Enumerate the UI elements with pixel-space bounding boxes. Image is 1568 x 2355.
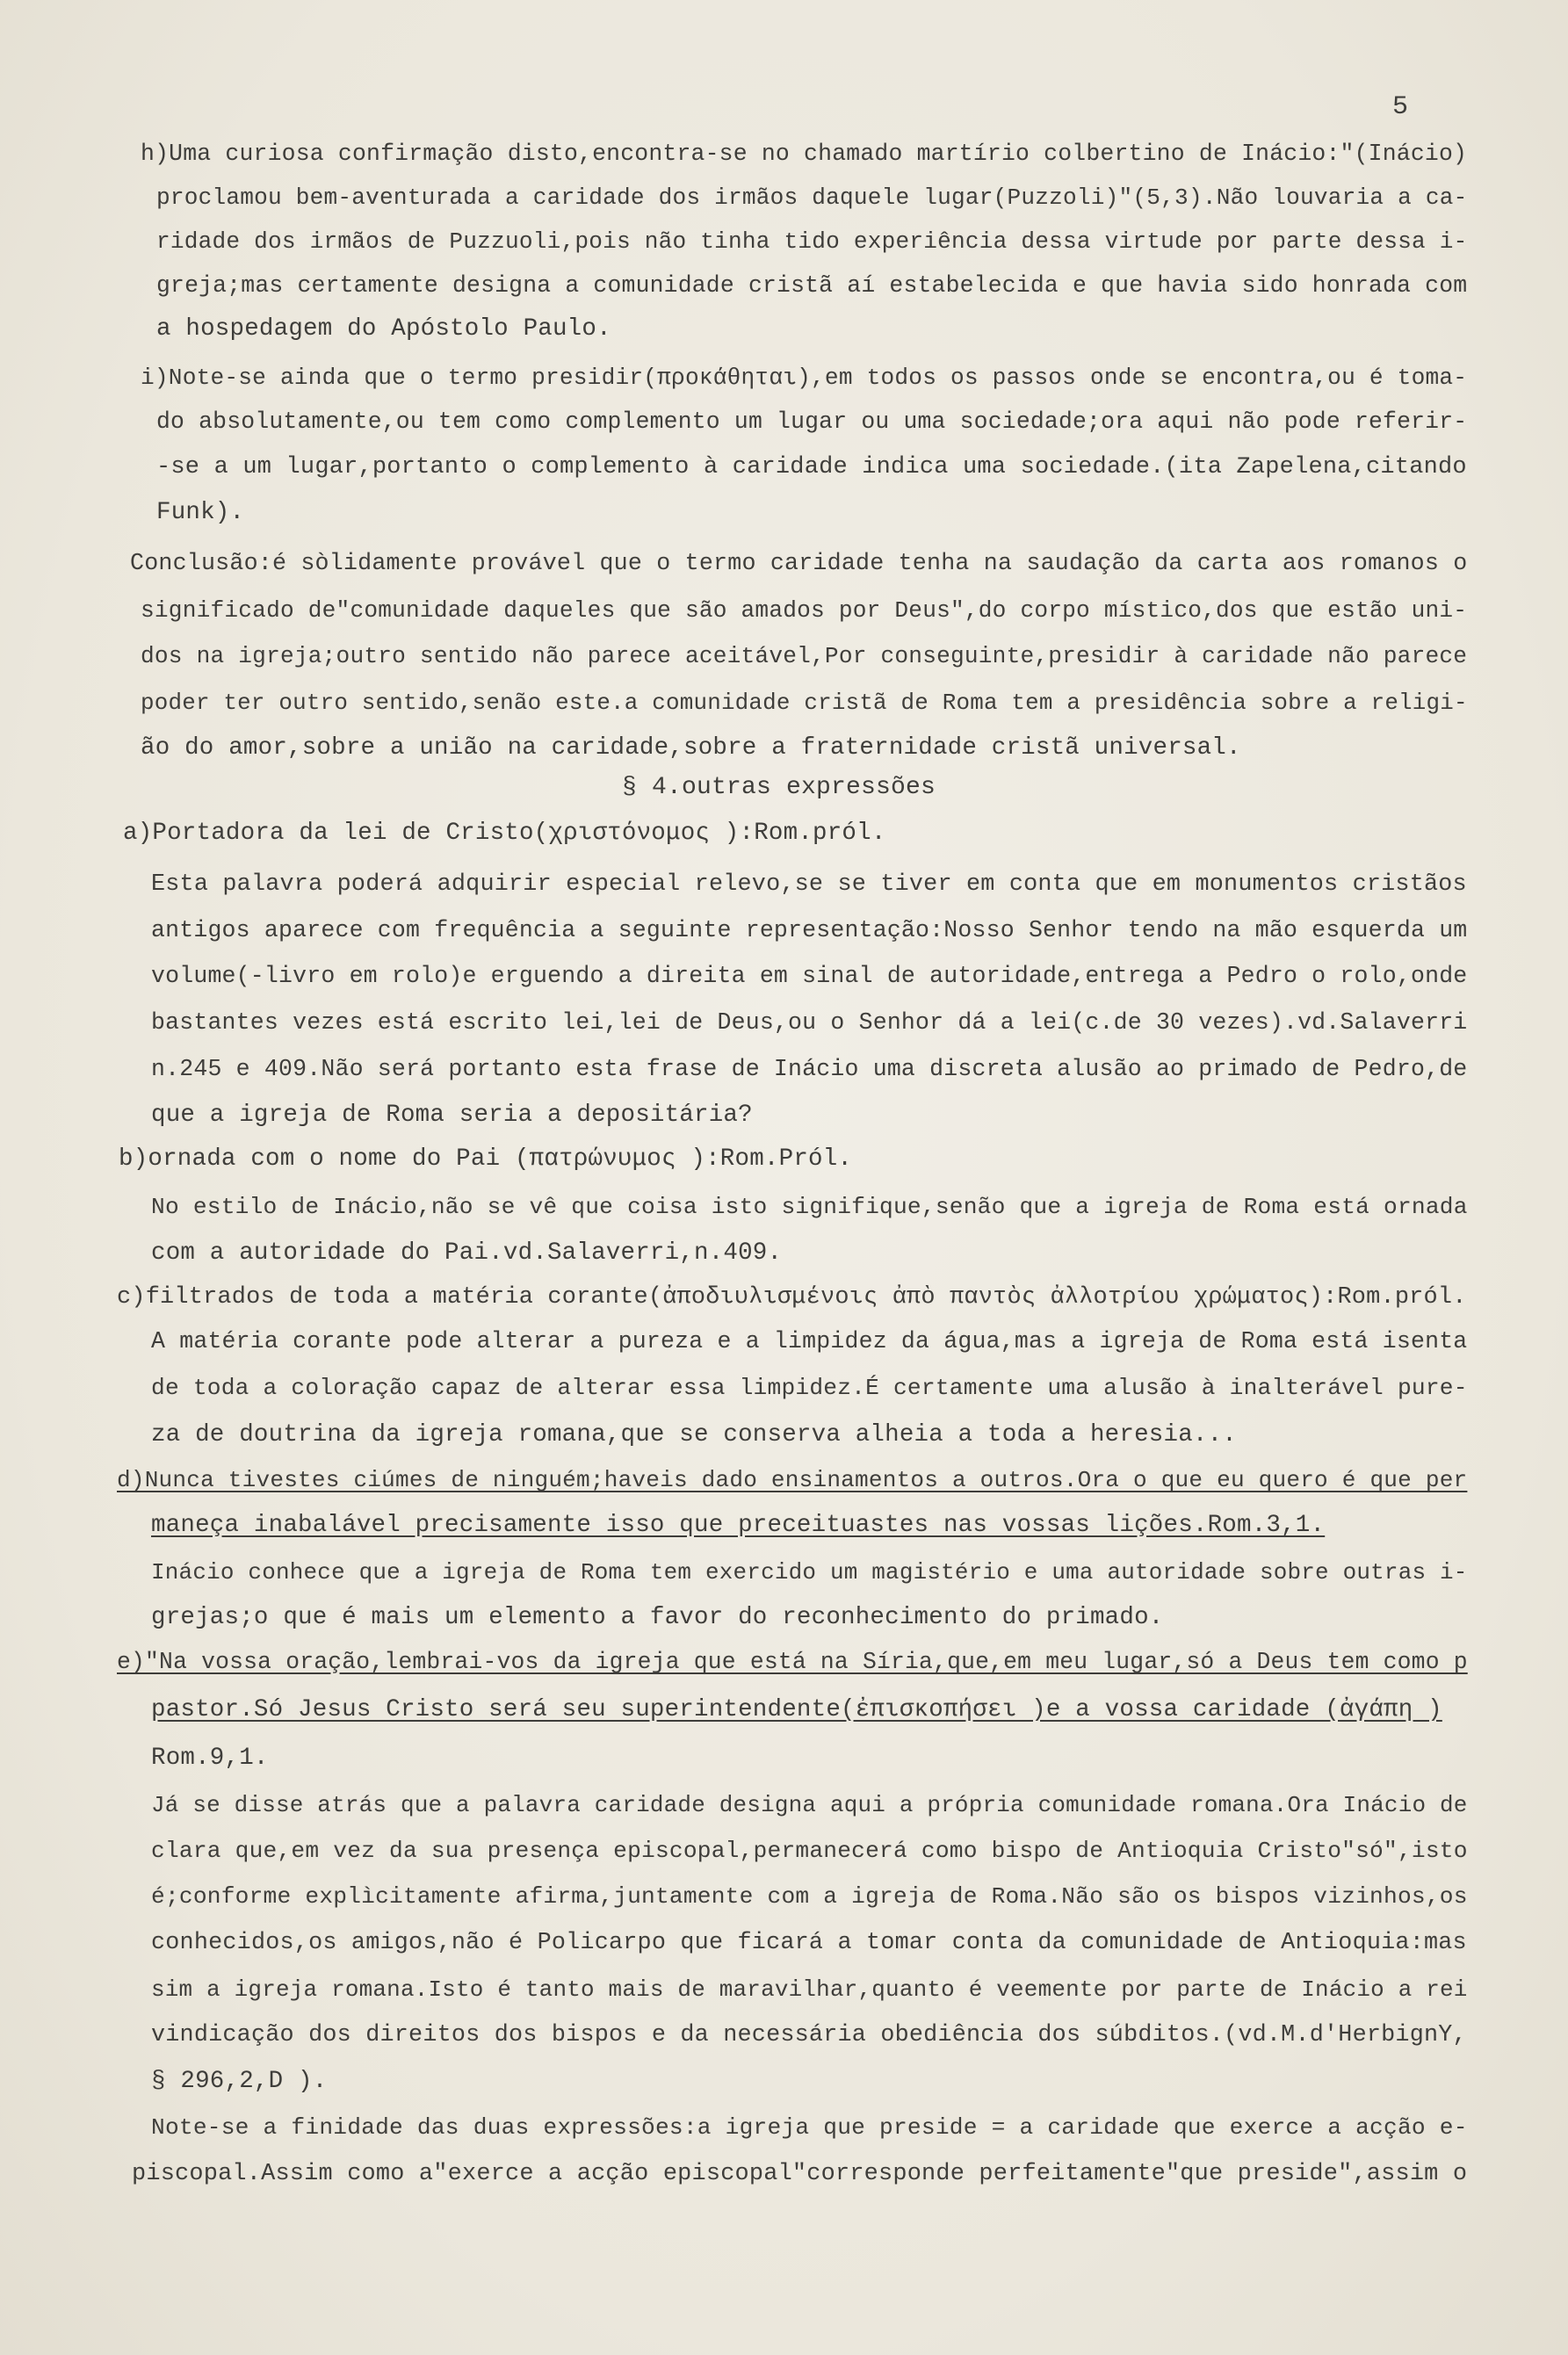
text-line: Note-se a finidade das duas expressões:a igreja que preside = a caridade que exerce a acção e- xyxy=(151,2114,1468,2141)
text-line: za de doutrina da igreja romana,que se conserva alheia a toda a heresia... xyxy=(151,1421,1237,1448)
text-line: de toda a coloração capaz de alterar essa limpidez.É certamente uma alusão à inalterável pure- xyxy=(151,1375,1468,1401)
text-line: n.245 e 409.Não será portanto esta frase de Inácio uma discreta alusão ao primado de Pedro,de xyxy=(151,1056,1468,1082)
text-line: i)Note-se ainda que o termo presidir(προκάθηται),em todos os passos onde se encontra,ou é toma- xyxy=(141,365,1468,391)
text-line: ão do amor,sobre a união na caridade,sobre a fraternidade cristã universal. xyxy=(141,734,1241,762)
text-line: volume(-livro em rolo)e erguendo a direita em sinal de autoridade,entrega a Pedro o rolo,onde xyxy=(151,963,1468,989)
text-line: dos na igreja;outro sentido não parece aceitável,Por conseguinte,presidir à caridade não parece xyxy=(141,643,1468,669)
text-line: h)Uma curiosa confirmação disto,encontra-se no chamado martírio colbertino de Inácio:"(Inácio) xyxy=(141,141,1468,167)
text-line: bastantes vezes está escrito lei,lei de Deus,ou o Senhor dá a lei(c.de 30 vezes).vd.Salaverri xyxy=(151,1009,1468,1036)
text-line: poder ter outro sentido,senão este.a comunidade cristã de Roma tem a presidência sobre a religi- xyxy=(141,690,1468,716)
text-line: conhecidos,os amigos,não é Policarpo que ficará a tomar conta da comunidade de Antioquia:mas xyxy=(151,1930,1467,1956)
text-line: Rom.9,1. xyxy=(151,1745,269,1772)
text-line: que a igreja de Roma seria a depositária? xyxy=(151,1102,753,1129)
text-line: e)"Na vossa oração,lembrai-vos da igreja que está na Síria,que,em meu lugar,só a Deus tem como p xyxy=(117,1649,1468,1675)
text-line: -se a um lugar,portanto o complemento à caridade indica uma sociedade.(ita Zapelena,citando xyxy=(156,454,1467,480)
text-line: Conclusão:é sòlidamente provável que o termo caridade tenha na saudação da carta aos romanos o xyxy=(130,551,1468,577)
text-line: Esta palavra poderá adquirir especial relevo,se se tiver em conta que em monumentos cristãos xyxy=(151,871,1467,898)
text-line: com a autoridade do Pai.vd.Salaverri,n.409. xyxy=(151,1239,783,1267)
text-line: a hospedagem do Apóstolo Paulo. xyxy=(156,315,611,343)
text-line: greja;mas certamente designa a comunidade cristã aí estabelecida e que havia sido honrada com xyxy=(156,272,1468,299)
text-line: § 296,2,D ). xyxy=(151,2068,328,2095)
text-line: ridade dos irmãos de Puzzuoli,pois não tinha tido experiência dessa virtude por parte dessa i- xyxy=(156,228,1468,255)
page-number: 5 xyxy=(1392,92,1409,122)
text-line: b)ornada com o nome do Pai (πατρώνυμος ):Rom.Pról. xyxy=(119,1145,853,1173)
text-line: piscopal.Assim como a"exerce a acção episcopal"corresponde perfeitamente"que preside",assim o xyxy=(132,2161,1468,2187)
text-line: A matéria corante pode alterar a pureza e a limpidez da água,mas a igreja de Roma está isenta xyxy=(151,1328,1468,1354)
text-line: d)Nunca tivestes ciúmes de ninguém;haveis dado ensinamentos a outros.Ora o que eu quero é que per xyxy=(117,1467,1468,1493)
text-line: proclamou bem-aventurada a caridade dos irmãos daquele lugar(Puzzoli)"(5,3).Não louvaria a ca- xyxy=(156,184,1468,211)
text-line: pastor.Só Jesus Cristo será seu superintendente(ἐπισκοπήσει )e a vossa caridade (ἀγάπη ) xyxy=(151,1696,1442,1723)
text-line: vindicação dos direitos dos bispos e da necessária obediência dos súbditos.(vd.M.d'HerbignY, xyxy=(151,2022,1467,2048)
text-line: grejas;o que é mais um elemento a favor do reconhecimento do primado. xyxy=(151,1604,1164,1631)
text-line: Inácio conhece que a igreja de Roma tem exercido um magistério e uma autoridade sobre outras i- xyxy=(151,1559,1468,1586)
text-line: do absolutamente,ou tem como complemento um lugar ou uma sociedade;ora aqui não pode referir- xyxy=(156,408,1468,435)
text-line: maneça inabalável precisamente isso que preceituastes nas vossas lições.Rom.3,1. xyxy=(151,1512,1326,1539)
text-line: significado de"comunidade daqueles que são amados por Deus",do corpo místico,dos que estão uni- xyxy=(141,597,1468,624)
text-line: é;conforme explìcitamente afirma,juntamente com a igreja de Roma.Não são os bispos vizinhos,os xyxy=(151,1883,1468,1910)
text-line: c)filtrados de toda a matéria corante(ἀποδιυλισμένοις ἀπὸ παντὸς ἀλλοτρίου χρώματος):Rom.pról. xyxy=(117,1284,1467,1311)
text-line: a)Portadora da lei de Cristo(χριστόνομος ):Rom.pról. xyxy=(123,820,886,847)
text-line: Já se disse atrás que a palavra caridade designa aqui a própria comunidade romana.Ora Inácio de xyxy=(151,1792,1468,1818)
text-line: Funk). xyxy=(156,499,245,526)
text-line: sim a igreja romana.Isto é tanto mais de maravilhar,quanto é veemente por parte de Inácio a rei xyxy=(151,1976,1468,2003)
text-line: antigos aparece com frequência a seguinte representação:Nosso Senhor tendo na mão esquerda um xyxy=(151,917,1468,943)
text-line: No estilo de Inácio,não se vê que coisa isto signifique,senão que a igreja de Roma está ornada xyxy=(151,1194,1468,1220)
section-heading: § 4.outras expressões xyxy=(622,774,936,801)
text-line: clara que,em vez da sua presença episcopal,permanecerá como bispo de Antioquia Cristo"só",isto xyxy=(151,1838,1468,1864)
